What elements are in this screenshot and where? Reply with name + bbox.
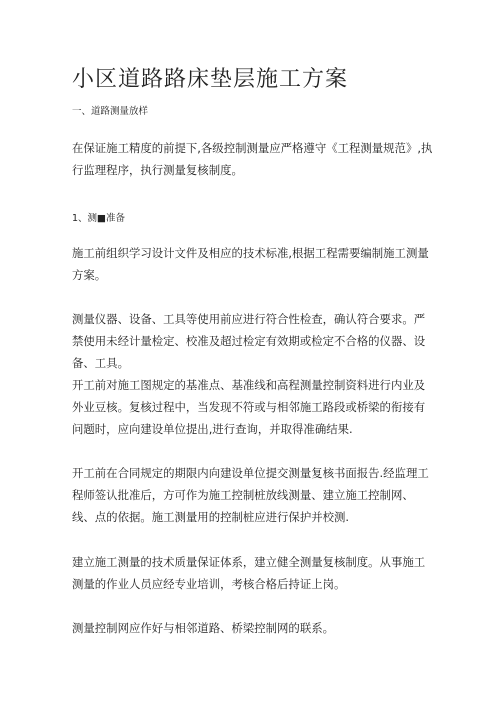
- paragraph: 测量控制网应作好与相邻道路、桥梁控制网的联系。: [72, 621, 334, 635]
- paragraph: 开工前在合同规定的期限内向建设单位提交测量复核书面报告.经监理工程师签认批准后，方可作为施工控制桩放线测量、建立施工控制网、线、点的依据。施工测量用的控制桩应进行保护并校测.: [72, 466, 429, 524]
- paragraph: 开工前对施工图规定的基准点、基准线和高程测量控制资料进行内业及外业豆核。复核过程中，当发现不符或与相邻施工路段或桥梁的衔接有问题时，应向建设单位提出,进行查询，并取得准确结果.: [72, 378, 426, 436]
- paragraph: 建立施工测量的技术质量保证体系，建立健全测量复核制度。从事施工测量的作业人员应经专业培训，考核合格后持证上岗。: [72, 555, 426, 591]
- paragraph: 测量仪器、设备、工具等使用前应进行符合性检查，确认符合要求。严禁使用未经计量检定、校准及超过检定有效期或检定不合格的仪器、设备、工具。: [72, 312, 426, 370]
- paragraph: 施工前组织学习设计文件及相应的技术标准,根据工程需要编制施工测量方案。: [72, 246, 429, 282]
- section-heading: 一、道路测量放样: [72, 106, 149, 117]
- intro-paragraph: 在保证施工精度的前提下,各级控制测量应严格遵守《工程测量规范》,执行监理程序，执行测量复核制度。: [72, 141, 433, 177]
- subsection-heading: 1、测■准备: [72, 213, 126, 224]
- document-title: 小区道路路床垫层施工方案: [72, 67, 349, 92]
